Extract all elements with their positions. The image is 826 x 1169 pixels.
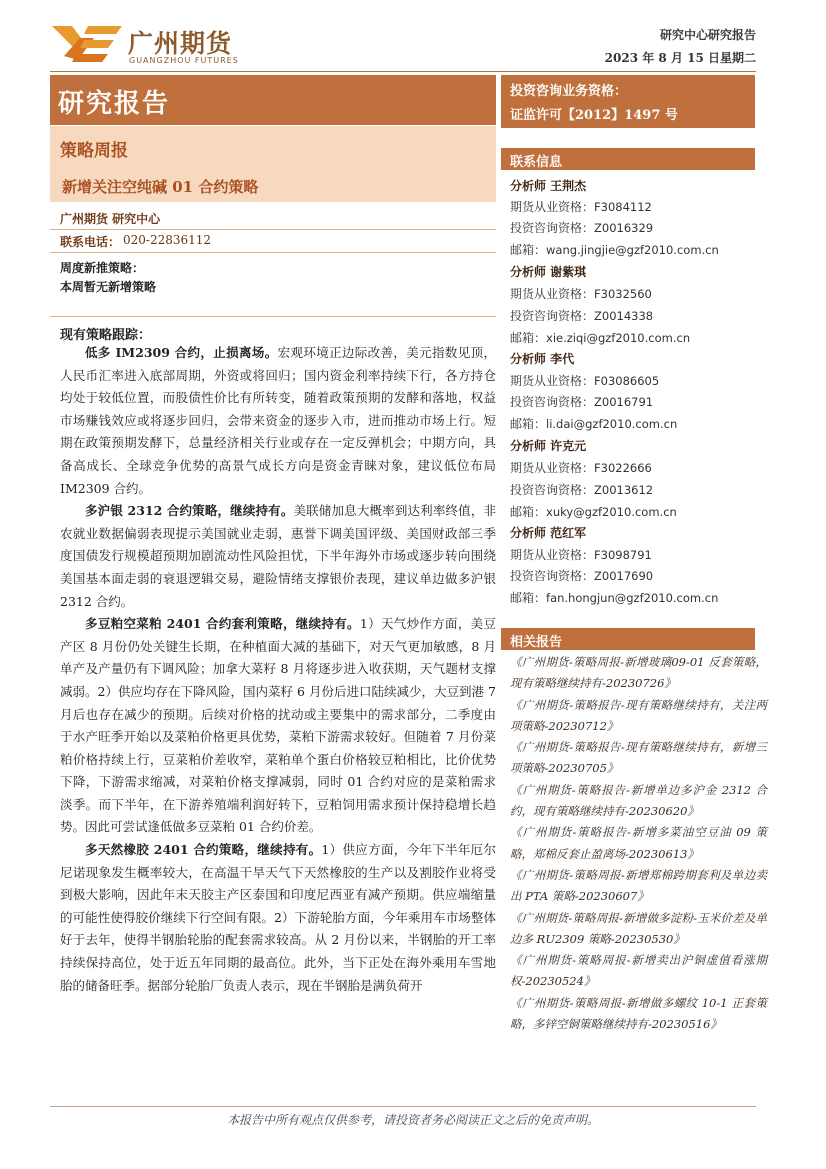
email-link[interactable]: xuky@gzf2010.com.cn <box>546 505 677 519</box>
paragraph-text: 1）天气炒作方面，美豆产区 8 月份仍处关键生长期，在种植面大减的基础下，对天气更加敏感，8 月单产及产量仍有下调风险；加拿大菜籽 8 月将逐步进入收获期，天气题材支撑减弱。2）供应均存在下降风险，国内菜籽 6 月份后进口陆续减少，大豆到港 7 月后也存在减少的预期。后续对价格的扰动或主要集中的需求部分，二季度由于水产旺季开始以及菜粕价格更具优势，菜粕下游需求较好。但随着 7 月份菜粕价格持续上行，豆菜粕价差收窄，菜粕单个蛋白价格较豆粕相比，比价优势下降，下游需求缩减，对菜粕价格支撑减弱，同时 01 合约对应的是菜粕需求淡季。而下半年，在下游养殖端利润好转下，豆粕饲用需求预计保持稳增长趋势。因此可尝试逢低做多豆菜粕 01 合约价差。 <box>60 616 496 835</box>
header-date: 2023 年 8 月 15 日星期二 <box>604 51 756 65</box>
analyst-email <box>510 329 690 346</box>
new-strategy-label: 周度新推策略： <box>60 261 145 275</box>
futures-id: F3084112 <box>594 200 652 214</box>
analyst-futures-id <box>510 198 652 215</box>
futures-label: 期货从业资格： <box>510 287 595 301</box>
report-category: 策略周报 <box>60 141 128 161</box>
email-label: 邮箱： <box>510 505 547 519</box>
analyst-consult-id <box>510 481 653 498</box>
analyst-email <box>510 415 677 432</box>
futures-label: 期货从业资格： <box>510 548 595 562</box>
futures-label: 期货从业资格： <box>510 461 595 475</box>
paragraph <box>60 342 496 500</box>
paragraph <box>60 613 496 839</box>
consult-label: 投资咨询资格： <box>510 221 595 235</box>
paragraph-text: 宏观环境正边际改善，美元指数见顶，人民币汇率进入底部周期，外资或将回归；国内资金利率持续下行，各方持仓均处于较低位置，而股债性价比有所转变，随着政策预期的发酵和落地，权益市场赚钱效应或将逐步回归，会带来资金的逐步入市，进而推动市场上行。短期在政策预期发酵下，总量经济相关行业或存在一定反弹机会；中期方向，具备高成长、全球竞争优势的高景气成长方向是资金青睐对象，建议低位布局 IM2309 合约。 <box>60 345 496 496</box>
email-label: 邮箱： <box>510 417 547 431</box>
analyst-futures-id <box>510 285 652 302</box>
email-label: 邮箱： <box>510 591 547 605</box>
futures-id: F3022666 <box>594 461 652 475</box>
consult-id: Z0014338 <box>594 309 654 323</box>
contact-header-text: 联系信息 <box>510 155 563 170</box>
consult-label: 投资咨询资格： <box>510 309 595 323</box>
analyst-name: 分析师 李代 <box>510 352 575 366</box>
qualification-license: 证监许可【2012】1497 号 <box>510 108 678 123</box>
paragraph-lead: 多天然橡胶 2401 合约策略，继续持有。 <box>85 842 322 858</box>
analyst-futures-id <box>510 459 652 476</box>
related-reports-list <box>510 652 767 1035</box>
divider <box>50 229 496 230</box>
paragraph-text: 美联储加息大概率到达利率终值，非农就业数据偏弱表现提示美国就业走弱，惠誉下调美国评级、美国财政部三季度国债发行规模超预期加剧流动性风险担忧，下半年海外市场或逐步转向围绕美国基本面走弱的衰退逻辑交易，避险情绪支撑银价表现，建议单边做多沪银 2312 合约。 <box>60 503 496 609</box>
existing-strategy-label: 现有策略跟踪： <box>60 328 152 343</box>
email-link[interactable]: xie.ziqi@gzf2010.com.cn <box>546 331 691 345</box>
futures-label: 期货从业资格： <box>510 374 595 388</box>
phone-label: 联系电话： <box>60 235 121 249</box>
analyst-consult-id <box>510 393 653 410</box>
futures-id: F03086605 <box>594 374 660 388</box>
divider <box>50 316 496 317</box>
email-label: 邮箱： <box>510 331 547 345</box>
divider <box>50 252 496 253</box>
paragraph-text: 1）供应方面，今年下半年厄尔尼诺现象发生概率较大，在高温干旱天气下天然橡胶的生产以及割胶作业将受到极大影响，因此年末天胶主产区泰国和印度尼西亚有减产预期。供应端缩量的可能性使得胶价继续下行空间有限。2）下游轮胎方面，今年乘用车市场整体好于去年，使得半钢胎轮胎的配套需求较高。从 2 月份以来，半钢胎的开工率持续保持高位，处于近五年同期的最高位。此外，当下正处在海外乘用车雪地胎的储备旺季。据部分轮胎厂负责人表示，现在半钢胎是满负荷开 <box>60 842 496 993</box>
analyst-consult-id <box>510 307 653 324</box>
related-report-link[interactable]: 《广州期货-策略周报-新增郑棉跨期套利及单边卖出 PTA 策略-20230607》 <box>510 867 767 904</box>
new-strategy-text: 本周暂无新增策略 <box>60 280 157 294</box>
consult-id: Z0016329 <box>594 221 654 235</box>
analyst-futures-id <box>510 546 652 563</box>
consult-id: Z0017690 <box>594 569 654 583</box>
analyst-futures-id <box>510 372 659 389</box>
consult-label: 投资咨询资格： <box>510 395 595 409</box>
qualification-label: 投资咨询业务资格： <box>510 84 628 99</box>
consult-id: Z0016791 <box>594 395 654 409</box>
related-report-link[interactable]: 《广州期货-策略报告-新增多菜油空豆油 09 策略，郑棉反套止盈离场-20230613》 <box>510 825 767 861</box>
email-link[interactable]: fan.hongjun@gzf2010.com.cn <box>546 591 719 605</box>
analyst-email <box>510 589 718 606</box>
analyst-email <box>510 503 677 520</box>
consult-id: Z0013612 <box>594 483 654 497</box>
analyst-name: 分析师 范红军 <box>510 526 587 540</box>
email-link[interactable]: wang.jingjie@gzf2010.com.cn <box>546 243 719 257</box>
analyst-consult-id <box>510 567 653 584</box>
related-report-link[interactable]: 《广州期货-策略周报-新增做多螺纹 10-1 正套策略，多锌空铜策略继续持有-20230516》 <box>510 995 767 1032</box>
banner-title: 研究报告 <box>58 89 171 119</box>
related-report-link[interactable]: 《广州期货-策略报告-现有策略继续持有，新增三项策略-20230705》 <box>510 740 767 776</box>
analyst-consult-id <box>510 219 653 236</box>
logo-text: 广州期货 <box>128 29 233 58</box>
paragraph-lead: 低多 IM2309 合约，止损离场。 <box>85 345 278 360</box>
related-report-link[interactable]: 《广州期货-策略报告-新增单边多沪金 2312 合约，现有策略继续持有-20230620》 <box>510 782 767 819</box>
email-link[interactable]: li.dai@gzf2010.com.cn <box>546 417 678 431</box>
futures-label: 期货从业资格： <box>510 200 595 214</box>
analyst-name: 分析师 谢紫琪 <box>510 265 587 279</box>
logo-icon <box>50 20 125 68</box>
paragraph <box>60 839 496 997</box>
logo-subtext: GUANGZHOU FUTURES <box>129 56 239 65</box>
related-report-link[interactable]: 《广州期货-策略报告-现有策略继续持有，关注两项策略-20230712》 <box>510 697 767 733</box>
report-subtitle: 新增关注空纯碱 01 合约策略 <box>62 178 259 196</box>
consult-label: 投资咨询资格： <box>510 569 595 583</box>
header-report-type: 研究中心研究报告 <box>659 28 756 42</box>
paragraph <box>60 500 496 613</box>
related-reports-header-text: 相关报告 <box>510 635 563 650</box>
related-report-link[interactable]: 《广州期货-策略周报-新增做多淀粉-玉米价差及单边多 RU2309 策略-20230530》 <box>510 910 767 946</box>
analyst-name: 分析师 许克元 <box>510 439 587 453</box>
report-body <box>60 342 496 997</box>
analyst-name: 分析师 王荆杰 <box>510 179 587 193</box>
futures-id: F3032560 <box>594 287 652 301</box>
email-label: 邮箱： <box>510 243 547 257</box>
related-report-link[interactable]: 《广州期货-策略周报-新增卖出沪铜虚值看涨期权-20230524》 <box>510 953 767 989</box>
header-divider <box>50 71 756 72</box>
analyst-email <box>510 241 719 258</box>
paragraph-lead: 多豆粕空菜粕 2401 合约套利策略，继续持有。 <box>85 616 360 632</box>
related-report-link[interactable]: 《广州期货-策略周报-新增玻璃09-01 反套策略，现有策略继续持有-20230726》 <box>510 655 767 691</box>
consult-label: 投资咨询资格： <box>510 483 595 497</box>
disclaimer-footer: 本报告中所有观点仅供参考，请投资者务必阅读正文之后的免责声明。 <box>226 1113 599 1127</box>
paragraph-lead: 多沪银 2312 合约策略，继续持有。 <box>85 503 294 519</box>
phone-number: 020-22836112 <box>123 233 212 247</box>
footer-divider <box>50 1106 756 1107</box>
company-name: 广州期货 研究中心 <box>60 212 161 226</box>
futures-id: F3098791 <box>594 548 652 562</box>
